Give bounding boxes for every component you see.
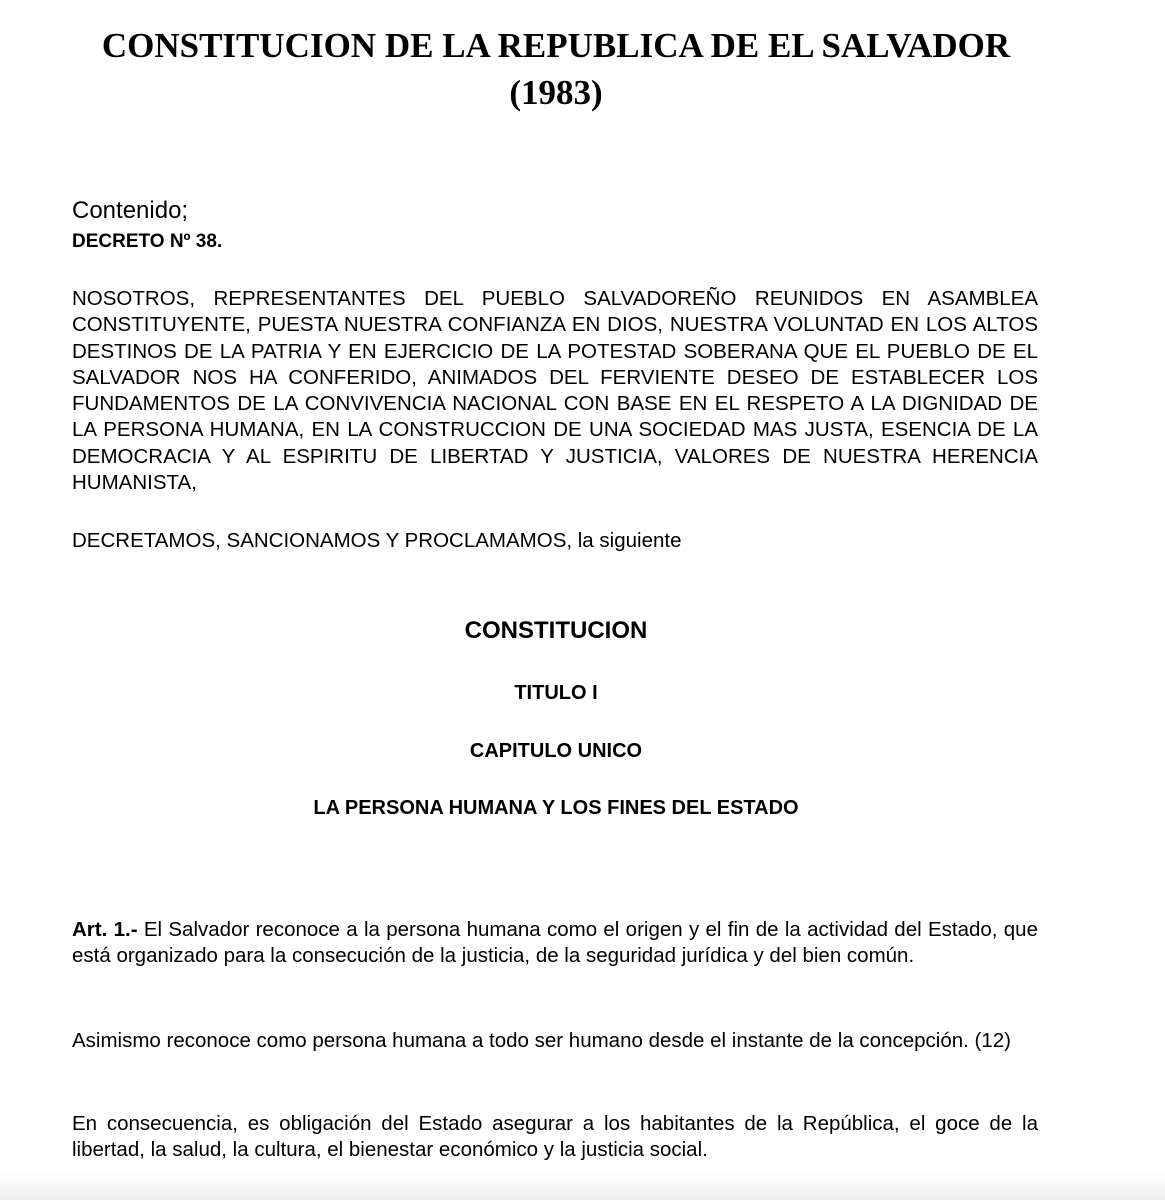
heading-chapter-title: LA PERSONA HUMANA Y LOS FINES DEL ESTADO	[313, 797, 799, 819]
document-title: CONSTITUCION DE LA REPUBLICA DE EL SALVADOR	[101, 26, 1011, 65]
heading-constitucion: CONSTITUCION	[464, 617, 648, 644]
preamble-paragraph: NOSOTROS, REPRESENTANTES DEL PUEBLO SALVADOREÑO REUNIDOS EN ASAMBLEA CONSTITUYENTE, PUESTA NUESTRA CONFIANZA EN DIOS, NUESTRA VOLUNTAD EN LOS ALTOS DESTINOS DE LA PATRIA Y EN EJERCICIO DE LA POTESTAD SOBERANA QUE EL PUEBLO DE EL SALVADOR NOS HA CONFERIDO, ANIMADOS DEL FERVIENTE DESEO DE ESTABLECER LOS FUNDAMENTOS DE LA CONVIVENCIA NACIONAL CON BASE EN EL RESPETO A LA DIGNIDAD DE LA PERSONA HUMANA, EN LA CONSTRUCCION DE UNA SOCIEDAD MAS JUSTA, ESENCIA DE LA DEMOCRACIA Y AL ESPIRITU DE LIBERTAD Y JUSTICIA, VALORES DE NUESTRA HERENCIA HUMANISTA,	[72, 287, 1038, 495]
article-1-paragraph	[72, 917, 1038, 970]
page-bottom-edge	[0, 1172, 1165, 1200]
asimismo-paragraph: Asimismo reconoce como persona humana a todo ser humano desde el instante de la concepción. (12)	[72, 1029, 1011, 1052]
decreto-number: DECRETO Nº 38.	[72, 231, 223, 252]
document-year: (1983)	[509, 73, 603, 112]
article-1-label: Art. 1.-	[72, 918, 138, 941]
heading-titulo: TITULO I	[514, 682, 598, 704]
contenido-label: Contenido;	[72, 197, 189, 224]
decretamos-paragraph: DECRETAMOS, SANCIONAMOS Y PROCLAMAMOS, la siguiente	[72, 529, 682, 552]
consecuencia-paragraph: En consecuencia, es obligación del Estado asegurar a los habitantes de la República, el goce de la libertad, la salud, la cultura, el bienestar económico y la justicia social.	[72, 1112, 1038, 1162]
article-1-text: El Salvador reconoce a la persona humana como el origen y el fin de la actividad del Estado, que está organizado para la consecución de la justicia, de la seguridad jurídica y del bien común.	[72, 918, 1038, 968]
heading-capitulo: CAPITULO UNICO	[469, 740, 643, 762]
